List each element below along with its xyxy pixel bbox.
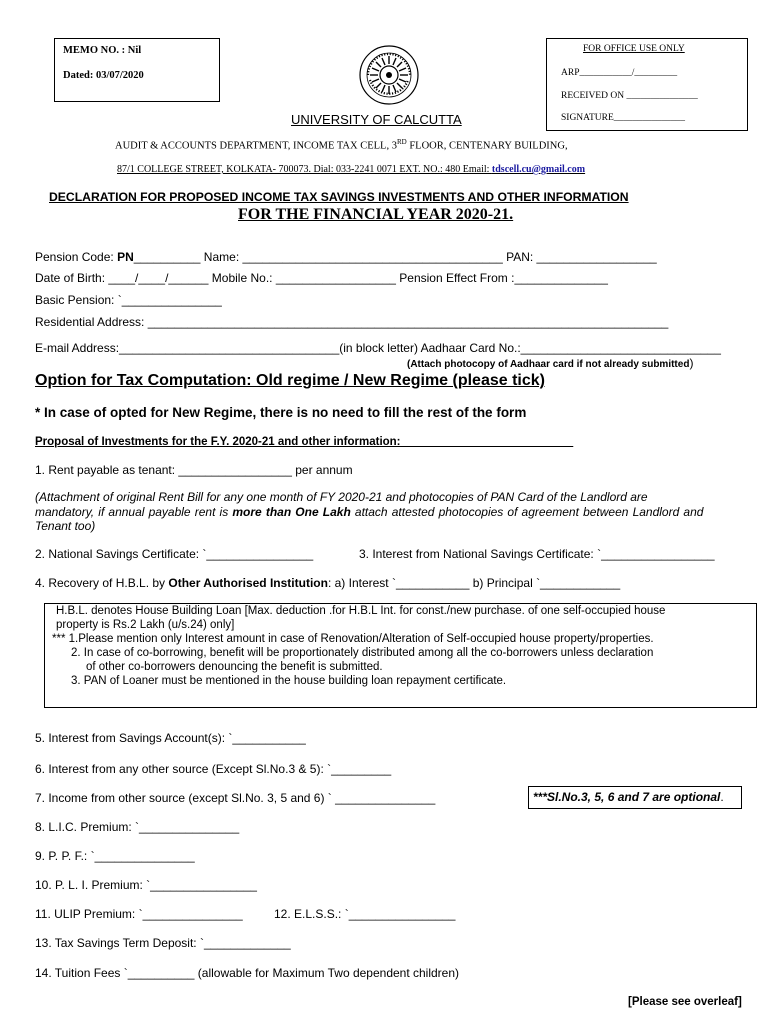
residential-address-line: Residential Address: ______________________________________________________________________________ xyxy=(35,315,669,329)
item-other-income: 7. Income from other source (except Sl.No. 3, 5 and 6) ` _______________ xyxy=(35,791,436,805)
item-rent: 1. Rent payable as tenant: _________________ per annum xyxy=(35,463,353,477)
aadhaar-note: (Attach photocopy of Aadhaar card if not already submitted) xyxy=(407,356,694,370)
option-tax-computation: Option for Tax Computation: Old regime / New Regime (please tick) xyxy=(35,372,545,389)
hbl-note-line-1: H.B.L. denotes House Building Loan [Max. deduction .for H.B.L Int. for const./new purchase. of one self-occupied house xyxy=(56,605,666,617)
item-pli: 10. P. L. I. Premium: `________________ xyxy=(35,878,257,892)
footer-overleaf: [Please see overleaf] xyxy=(628,996,742,1008)
hbl-note-line-3: *** 1.Please mention only Interest amount in case of Renovation/Alteration of Self-occupied house property/properties. xyxy=(52,633,654,645)
item-term-deposit: 13. Tax Savings Term Deposit: `_____________ xyxy=(35,936,291,950)
item-other-interest: 6. Interest from any other source (Except Sl.No.3 & 5): `_________ xyxy=(35,762,392,776)
dob-line: Date of Birth: ____/____/______ Mobile No.: __________________ Pension Effect From :______________ xyxy=(35,271,608,285)
hbl-note-line-5: of other co-borrowers denouncing the benefit is submitted. xyxy=(86,661,383,673)
email-link[interactable]: tdscell.cu@gmail.com xyxy=(491,164,586,175)
office-use-title: FOR OFFICE USE ONLY xyxy=(583,44,685,54)
optional-note: ***Sl.No.3, 5, 6 and 7 are optional. xyxy=(533,790,724,804)
hbl-note-line-4: 2. In case of co-borrowing, benefit will be proportionately distributed among all the co-borrowers unless declaration xyxy=(71,647,654,659)
item-lic: 8. L.I.C. Premium: `_______________ xyxy=(35,820,240,834)
hbl-note-line-2: property is Rs.2 Lakh (u/s.24) only] xyxy=(56,619,235,631)
basic-pension-line: Basic Pension: `_______________ xyxy=(35,293,222,307)
item-ulip: 11. ULIP Premium: `_______________ xyxy=(35,907,243,921)
attachment-note-2: mandatory, if annual payable rent is more than One Lakh attach attested photocopies of agreement between Landlord and xyxy=(35,505,704,519)
email-aadhaar-line: E-mail Address:_________________________________(in block letter) Aadhaar Card No.:______________________________ xyxy=(35,341,721,355)
attachment-note-1: (Attachment of original Rent Bill for any one month of FY 2020-21 and photocopies of PAN Card of the Landlord are xyxy=(35,490,648,504)
item-hbl: 4. Recovery of H.B.L. by Other Authorised Institution: a) Interest `___________ b) Principal `____________ xyxy=(35,576,621,590)
attachment-note-3: Tenant too) xyxy=(35,519,96,533)
signature-field: SIGNATURE_______________ xyxy=(561,113,686,123)
memo-date: Dated: 03/07/2020 xyxy=(63,70,144,81)
department-line: AUDIT & ACCOUNTS DEPARTMENT, INCOME TAX CELL, 3RD FLOOR, CENTENARY BUILDING, xyxy=(115,138,568,152)
memo-number: MEMO NO. : Nil xyxy=(63,45,142,56)
item-elss: 12. E.L.S.S.: `________________ xyxy=(274,907,456,921)
proposal-title: Proposal of Investments for the F.Y. 2020-21 and other information:___________________________ xyxy=(35,436,574,448)
address-line: 87/1 COLLEGE STREET, KOLKATA- 700073. Dial: 033-2241 0071 EXT. NO.: 480 Email: tdscell.cu@gmail.com xyxy=(117,164,586,175)
pension-code-line: Pension Code: PN__________ Name: _______________________________________ PAN: __________________ xyxy=(35,250,657,264)
university-name: UNIVERSITY OF CALCUTTA xyxy=(291,112,462,127)
item-savings-interest: 5. Interest from Savings Account(s): `___________ xyxy=(35,731,306,745)
university-seal-icon xyxy=(358,44,420,106)
new-regime-note: * In case of opted for New Regime, there is no need to fill the rest of the form xyxy=(35,405,527,420)
item-nsc-interest: 3. Interest from National Savings Certificate: `_________________ xyxy=(359,547,715,561)
item-tuition: 14. Tuition Fees `__________ (allowable for Maximum Two dependent children) xyxy=(35,966,460,980)
financial-year-title: FOR THE FINANCIAL YEAR 2020-21. xyxy=(238,206,514,223)
item-nsc: 2. National Savings Certificate: `________________ xyxy=(35,547,314,561)
hbl-note-line-6: 3. PAN of Loaner must be mentioned in the house building loan repayment certificate. xyxy=(71,675,507,687)
declaration-title: DECLARATION FOR PROPOSED INCOME TAX SAVINGS INVESTMENTS AND OTHER INFORMATION xyxy=(49,190,629,204)
received-on-field: RECEIVED ON _______________ xyxy=(561,91,698,101)
arp-field: ARP___________/_________ xyxy=(561,68,678,78)
item-ppf: 9. P. P. F.: `_______________ xyxy=(35,849,195,863)
